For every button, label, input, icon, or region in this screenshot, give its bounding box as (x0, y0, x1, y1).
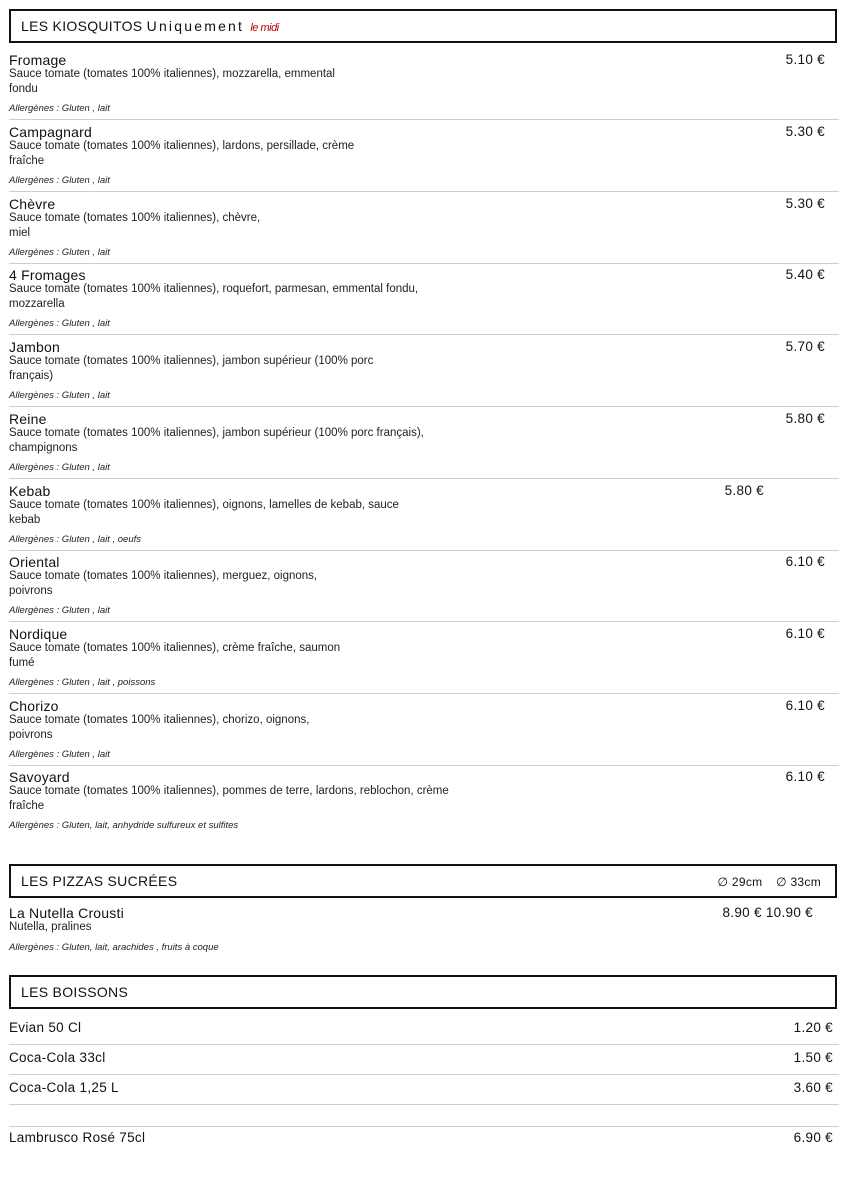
menu-item (9, 769, 839, 835)
kiosquitos-title (21, 18, 279, 34)
drink-row (9, 1015, 839, 1045)
item-name: Kebab (9, 483, 51, 499)
drink-name: Evian 50 Cl (9, 1020, 82, 1035)
item-allergens: Allergènes : Gluten , lait (9, 605, 110, 616)
item-price: 5.80 € (785, 411, 825, 426)
boissons-title: LES BOISSONS (21, 984, 129, 1000)
item-price: 6.10 € (785, 554, 825, 569)
menu-item (9, 698, 839, 766)
item-name: Chèvre (9, 196, 56, 212)
kiosquitos-title-uniquement: Uniquement (146, 18, 245, 34)
item-price: 5.70 € (785, 339, 825, 354)
size-labels (707, 875, 821, 889)
drink-row (9, 1045, 839, 1075)
menu-item (9, 905, 839, 960)
drink-name: Coca-Cola 33cl (9, 1050, 106, 1065)
item-price: 5.40 € (785, 267, 825, 282)
item-allergens: Allergènes : Gluten , lait (9, 390, 110, 401)
drink-price: 6.90 € (793, 1130, 833, 1145)
item-description: Sauce tomate (tomates 100% italiennes), mozzarella, emmental fondu (9, 68, 335, 95)
item-name: Savoyard (9, 769, 70, 785)
item-description: Sauce tomate (tomates 100% italiennes), merguez, oignons, poivrons (9, 570, 318, 597)
item-price: 5.30 € (785, 196, 825, 211)
item-price: 6.10 € (785, 769, 825, 784)
item-allergens: Allergènes : Gluten , lait (9, 318, 110, 329)
size-29-label: ∅ 29cm (717, 875, 763, 889)
drink-price: 1.50 € (793, 1050, 833, 1065)
menu-item (9, 124, 839, 192)
item-description: Nutella, pralines (9, 921, 92, 933)
kiosquitos-title-midi: le midi (250, 22, 279, 34)
menu-item (9, 52, 839, 120)
item-name: La Nutella Crousti (9, 905, 124, 921)
item-price: 6.10 € (785, 698, 825, 713)
item-allergens: Allergènes : Gluten , lait (9, 247, 110, 258)
drink-row (9, 1075, 839, 1105)
item-description: Sauce tomate (tomates 100% italiennes), crème fraîche, saumon fumé (9, 642, 341, 669)
menu-item (9, 196, 839, 264)
item-name: Jambon (9, 339, 61, 355)
item-description: Sauce tomate (tomates 100% italiennes), chorizo, oignons, poivrons (9, 714, 310, 741)
item-name: Reine (9, 411, 47, 427)
item-name: 4 Fromages (9, 267, 86, 283)
item-allergens: Allergènes : Gluten , lait (9, 103, 110, 114)
item-allergens: Allergènes : Gluten , lait (9, 175, 110, 186)
item-allergens: Allergènes : Gluten , lait , poissons (9, 677, 156, 688)
kiosquitos-title-main: LES KIOSQUITOS (21, 18, 143, 34)
item-description: Sauce tomate (tomates 100% italiennes), lardons, persillade, crème fraîche (9, 140, 355, 167)
boissons-header (9, 975, 837, 1009)
item-allergens: Allergènes : Gluten , lait (9, 462, 110, 473)
sucrees-header (9, 864, 837, 898)
menu-item (9, 339, 839, 407)
item-name: Chorizo (9, 698, 59, 714)
menu-item (9, 554, 839, 622)
menu-item (9, 411, 839, 479)
item-price: 6.10 € (785, 626, 825, 641)
size-33-label: ∅ 33cm (776, 875, 821, 889)
menu-item (9, 267, 839, 335)
drink-row (9, 1125, 839, 1155)
menu-item (9, 483, 839, 551)
item-price: 5.30 € (785, 124, 825, 139)
item-description: Sauce tomate (tomates 100% italiennes), chèvre, miel (9, 212, 261, 239)
item-name: Fromage (9, 52, 67, 68)
drink-name: Lambrusco Rosé 75cl (9, 1130, 146, 1145)
item-allergens: Allergènes : Gluten , lait , oeufs (9, 534, 142, 545)
sucrees-title: LES PIZZAS SUCRÉES (21, 873, 178, 889)
drink-price: 3.60 € (793, 1080, 833, 1095)
drink-row-empty (9, 1105, 839, 1127)
item-description: Sauce tomate (tomates 100% italiennes), jambon supérieur (100% porc français) (9, 355, 374, 382)
item-price: 8.90 € 10.90 € (722, 905, 813, 920)
menu-item (9, 626, 839, 694)
item-allergens: Allergènes : Gluten , lait (9, 749, 110, 760)
item-name: Campagnard (9, 124, 92, 140)
item-price: 5.80 € (724, 483, 764, 498)
item-name: Oriental (9, 554, 60, 570)
item-description: Sauce tomate (tomates 100% italiennes), oignons, lamelles de kebab, sauce kebab (9, 499, 399, 526)
kiosquitos-header (9, 9, 837, 43)
item-description: Sauce tomate (tomates 100% italiennes), pommes de terre, lardons, reblochon, crème fraîche (9, 785, 449, 812)
item-allergens: Allergènes : Gluten, lait, arachides , fruits à coque (9, 942, 219, 953)
item-price: 5.10 € (785, 52, 825, 67)
item-allergens: Allergènes : Gluten, lait, anhydride sulfureux et sulfites (9, 820, 239, 831)
item-description: Sauce tomate (tomates 100% italiennes), jambon supérieur (100% porc français), champignons (9, 427, 424, 454)
drink-name: Coca-Cola 1,25 L (9, 1080, 119, 1095)
item-name: Nordique (9, 626, 68, 642)
item-description: Sauce tomate (tomates 100% italiennes), roquefort, parmesan, emmental fondu, mozzarella (9, 283, 419, 310)
drink-price: 1.20 € (793, 1020, 833, 1035)
